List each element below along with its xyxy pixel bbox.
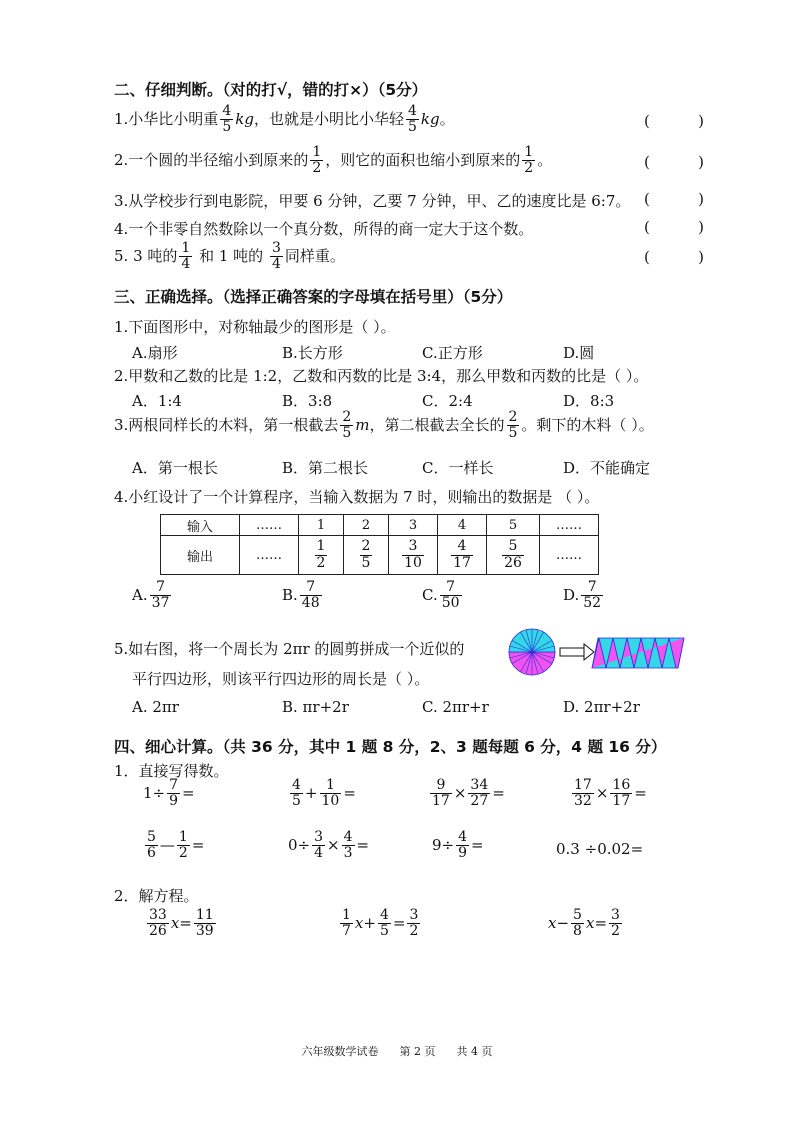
table-cell: $\frac{5}{26}$	[487, 536, 540, 575]
judge-item-4: 4.一个非零自然数除以一个真分数，所得的商一定大于这个数。	[114, 220, 534, 238]
table-cell: 5	[487, 515, 540, 536]
calc-expr-1[interactable]: 1÷ $\frac{7}{9}$ =	[143, 777, 195, 810]
answer-paren-3[interactable]: ( )	[644, 190, 704, 208]
judge-item-3: 3.从学校步行到电影院，甲要 6 分钟，乙要 7 分钟，甲、乙的速度比是 6:7。	[114, 192, 631, 210]
q1-option-b[interactable]: B.长方形	[282, 344, 343, 362]
answer-paren-2[interactable]: ( )	[644, 153, 704, 171]
table-cell: 1	[299, 515, 344, 536]
table-cell: ……	[540, 536, 599, 575]
table-cell: $\frac{3}{10}$	[389, 536, 438, 575]
q1-option-c[interactable]: C.正方形	[422, 344, 483, 362]
answer-paren-5[interactable]: ( )	[644, 248, 704, 266]
judge-item-2: 2.一个圆的半径缩小到原来的 $\frac{1}{2}$ ，则它的面积也缩小到原来的 $\frac{1}{2}$ 。	[114, 144, 553, 177]
choice-q3: 3.两根同样长的木料，第一根截去 $\frac{2}{5}$ m，第二根截去全长的 $\frac{2}{5}$ 。剩下的木料（ ）。	[114, 409, 654, 442]
parallelogram-icon	[592, 638, 684, 668]
choice-q5-line1: 5.如右图，将一个周长为 2πr 的圆剪拼成一个近似的	[114, 640, 465, 658]
section2-title: 二、仔细判断。（对的打√，错的打×）（5分）	[114, 81, 428, 99]
q4-option-d[interactable]: D. $\frac{7}{52}$	[563, 579, 602, 612]
q2-option-c[interactable]: C．2:4	[422, 392, 473, 410]
choice-q5-line2: 平行四边形，则该平行四边形的周长是（ ）。	[132, 670, 430, 688]
calc-expr-6[interactable]: 0÷ $\frac{3}{4}$ × $\frac{4}{3}$ =	[288, 829, 370, 862]
calc-sub2-title: 2．解方程。	[114, 887, 199, 905]
q2-option-b[interactable]: B．3:8	[282, 392, 333, 410]
judge-item-1: 1.小华比小明重 $\frac{4}{5}$ kg，也就是小明比小华轻 $\frac{4}{5}$ kg。	[114, 103, 455, 136]
q3-option-b[interactable]: B．第二根长	[282, 459, 369, 477]
q5-option-b[interactable]: B. πr+2r	[282, 698, 349, 716]
table-cell: $\frac{1}{2}$	[299, 536, 344, 575]
q5-option-a[interactable]: A. 2πr	[132, 698, 179, 716]
calc-expr-2[interactable]: $\frac{4}{5}$ + $\frac{1}{10}$ =	[292, 777, 356, 810]
table-row-output	[161, 536, 599, 575]
circle-to-parallelogram-figure	[508, 628, 688, 676]
sector-circle-icon	[509, 629, 555, 675]
equation-2[interactable]: $\frac{1}{7}$ x+ $\frac{4}{5}$ = $\frac{3}{2}$	[342, 907, 419, 940]
q3-option-d[interactable]: D．不能确定	[563, 459, 651, 477]
table-cell: ……	[240, 515, 299, 536]
io-table	[160, 514, 599, 575]
calc-sub1-title: 1．直接写得数。	[114, 762, 229, 780]
calc-expr-8[interactable]: 0.3 ÷0.02=	[556, 840, 644, 858]
table-row-input	[161, 515, 599, 536]
q4-option-a[interactable]: A. $\frac{7}{37}$	[132, 579, 170, 612]
answer-paren-4[interactable]: ( )	[644, 218, 704, 236]
calc-expr-7[interactable]: 9÷ $\frac{4}{9}$ =	[432, 829, 484, 862]
equation-3[interactable]: x− $\frac{5}{8}$ x= $\frac{3}{2}$	[548, 907, 620, 940]
table-cell: 输入	[161, 515, 240, 536]
q3-option-c[interactable]: C．一样长	[422, 459, 494, 477]
equation-1[interactable]: $\frac{33}{26}$ x= $\frac{11}{39}$	[149, 907, 214, 940]
table-cell: $\frac{2}{5}$	[344, 536, 389, 575]
judge-item-5: 5. 3 吨的 $\frac{1}{4}$ 和 1 吨的 $\frac{3}{4}$ 同样重。	[114, 240, 345, 273]
table-cell: ……	[240, 536, 299, 575]
table-cell: 3	[389, 515, 438, 536]
q1-option-a[interactable]: A.扇形	[132, 344, 178, 362]
q4-option-b[interactable]: B. $\frac{7}{48}$	[282, 579, 320, 612]
q3-option-a[interactable]: A．第一根长	[132, 459, 218, 477]
table-cell: 2	[344, 515, 389, 536]
choice-q1: 1.下面图形中，对称轴最少的图形是（ ）。	[114, 318, 396, 336]
arrow-right-icon	[560, 644, 594, 660]
section4-title: 四、细心计算。（共 36 分，其中 1 题 8 分，2、3 题每题 6 分，4 题 16 分）	[114, 738, 667, 756]
page-footer: 六年级数学试卷 第 2 页 共 4 页	[301, 1045, 493, 1058]
q5-option-c[interactable]: C. 2πr+r	[422, 698, 489, 716]
calc-expr-5[interactable]: $\frac{5}{6}$ — $\frac{1}{2}$ =	[147, 829, 205, 862]
table-cell: $\frac{4}{17}$	[438, 536, 487, 575]
choice-q4: 4.小红设计了一个计算程序，当输入数据为 7 时，则输出的数据是 （ ）。	[114, 488, 600, 506]
answer-paren-1[interactable]: ( )	[644, 112, 704, 130]
q2-option-a[interactable]: A．1:4	[132, 392, 182, 410]
table-cell: 输出	[161, 536, 240, 575]
q4-option-c[interactable]: C. $\frac{7}{50}$	[422, 579, 460, 612]
q5-option-d[interactable]: D. 2πr+2r	[563, 698, 640, 716]
table-cell: 4	[438, 515, 487, 536]
choice-q2: 2.甲数和乙数的比是 1:2，乙数和丙数的比是 3:4，那么甲数和丙数的比是（ ）。	[114, 367, 649, 385]
table-cell: ……	[540, 515, 599, 536]
q1-option-d[interactable]: D.圆	[563, 344, 595, 362]
calc-expr-4[interactable]: $\frac{17}{32}$ × $\frac{16}{17}$ =	[574, 777, 647, 810]
section3-title: 三、正确选择。（选择正确答案的字母填在括号里）（5分）	[114, 288, 513, 306]
q2-option-d[interactable]: D．8:3	[563, 392, 615, 410]
calc-expr-3[interactable]: $\frac{9}{17}$ × $\frac{34}{27}$ =	[432, 777, 505, 810]
